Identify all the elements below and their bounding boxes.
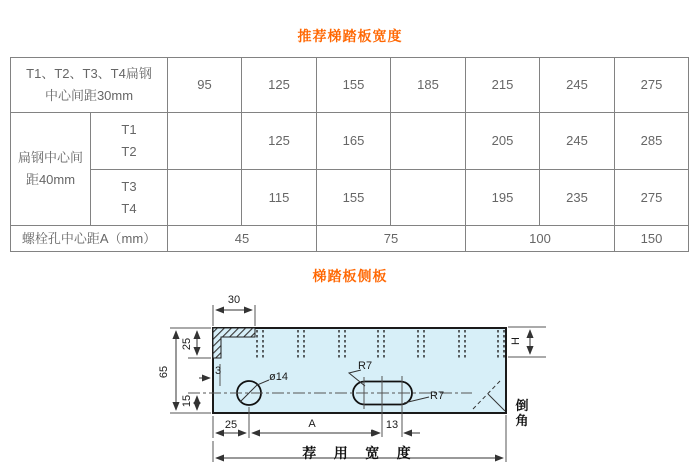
table-cell bbox=[391, 170, 466, 226]
side-plate-drawing bbox=[0, 290, 700, 470]
dim-top-width: 30 bbox=[227, 294, 241, 306]
table-cell: 205 bbox=[466, 113, 540, 170]
table-cell: 235 bbox=[540, 170, 615, 226]
dim-thickness: 3 bbox=[215, 365, 222, 377]
table-cell bbox=[391, 113, 466, 170]
width-table bbox=[10, 57, 689, 252]
dim-left-lower: 15 bbox=[181, 394, 193, 408]
table-cell: 115 bbox=[242, 170, 317, 226]
table-cell: 150 bbox=[615, 226, 689, 252]
table-cell bbox=[168, 113, 242, 170]
row-header-line2: 中心间距30mm bbox=[44, 88, 134, 103]
subrow-header-t3-t4: T3 T4 bbox=[91, 170, 168, 226]
diagram-title: 梯踏板侧板 bbox=[312, 268, 388, 284]
row-header-bolt-pitch: 螺栓孔中心距A（mm） bbox=[11, 226, 168, 252]
dim-right-height: H bbox=[510, 337, 522, 345]
dim-left-upper: 25 bbox=[181, 337, 193, 351]
row-header-line1: T1、T2、T3、T4扁钢 bbox=[26, 66, 152, 81]
dim-bottom-left: 25 bbox=[224, 419, 238, 431]
dim-left-total: 65 bbox=[158, 365, 170, 379]
table-cell: 125 bbox=[242, 113, 317, 170]
table-cell: 275 bbox=[615, 170, 689, 226]
table-title: 推荐梯踏板宽度 bbox=[297, 28, 403, 44]
dim-bottom-a: A bbox=[308, 418, 316, 430]
row-header-pitch30 bbox=[11, 58, 168, 113]
table-cell: 100 bbox=[466, 226, 615, 252]
table-cell: 95 bbox=[168, 58, 242, 113]
table-cell: 245 bbox=[540, 58, 615, 113]
dim-slot-radius-bottom: R7 bbox=[430, 390, 445, 402]
table-cell: 155 bbox=[317, 58, 391, 113]
row-header-line1: 扁钢中心间 bbox=[17, 150, 83, 165]
chamfer-label: 倒角 bbox=[515, 398, 529, 428]
table-cell: 285 bbox=[615, 113, 689, 170]
dim-bottom-offset: 13 bbox=[385, 419, 399, 431]
table-cell: 155 bbox=[317, 170, 391, 226]
dim-slot-radius-top: R7 bbox=[358, 360, 373, 372]
table-cell: 245 bbox=[540, 113, 615, 170]
table-cell: 195 bbox=[466, 170, 540, 226]
table-cell: 125 bbox=[242, 58, 317, 113]
table-cell: 275 bbox=[615, 58, 689, 113]
table-cell: 45 bbox=[168, 226, 317, 252]
table-cell: 215 bbox=[466, 58, 540, 113]
table-cell: 185 bbox=[391, 58, 466, 113]
table-cell: 75 bbox=[317, 226, 466, 252]
row-header-pitch40 bbox=[11, 113, 91, 226]
recommended-width-label: 荐 用 宽 度 bbox=[302, 447, 418, 462]
row-header-line2: 距40mm bbox=[25, 172, 76, 187]
table-cell: 165 bbox=[317, 113, 391, 170]
dim-hole-dia: ø14 bbox=[269, 371, 288, 383]
subrow-header-t1-t2: T1 T2 bbox=[91, 113, 168, 170]
table-cell bbox=[168, 170, 242, 226]
